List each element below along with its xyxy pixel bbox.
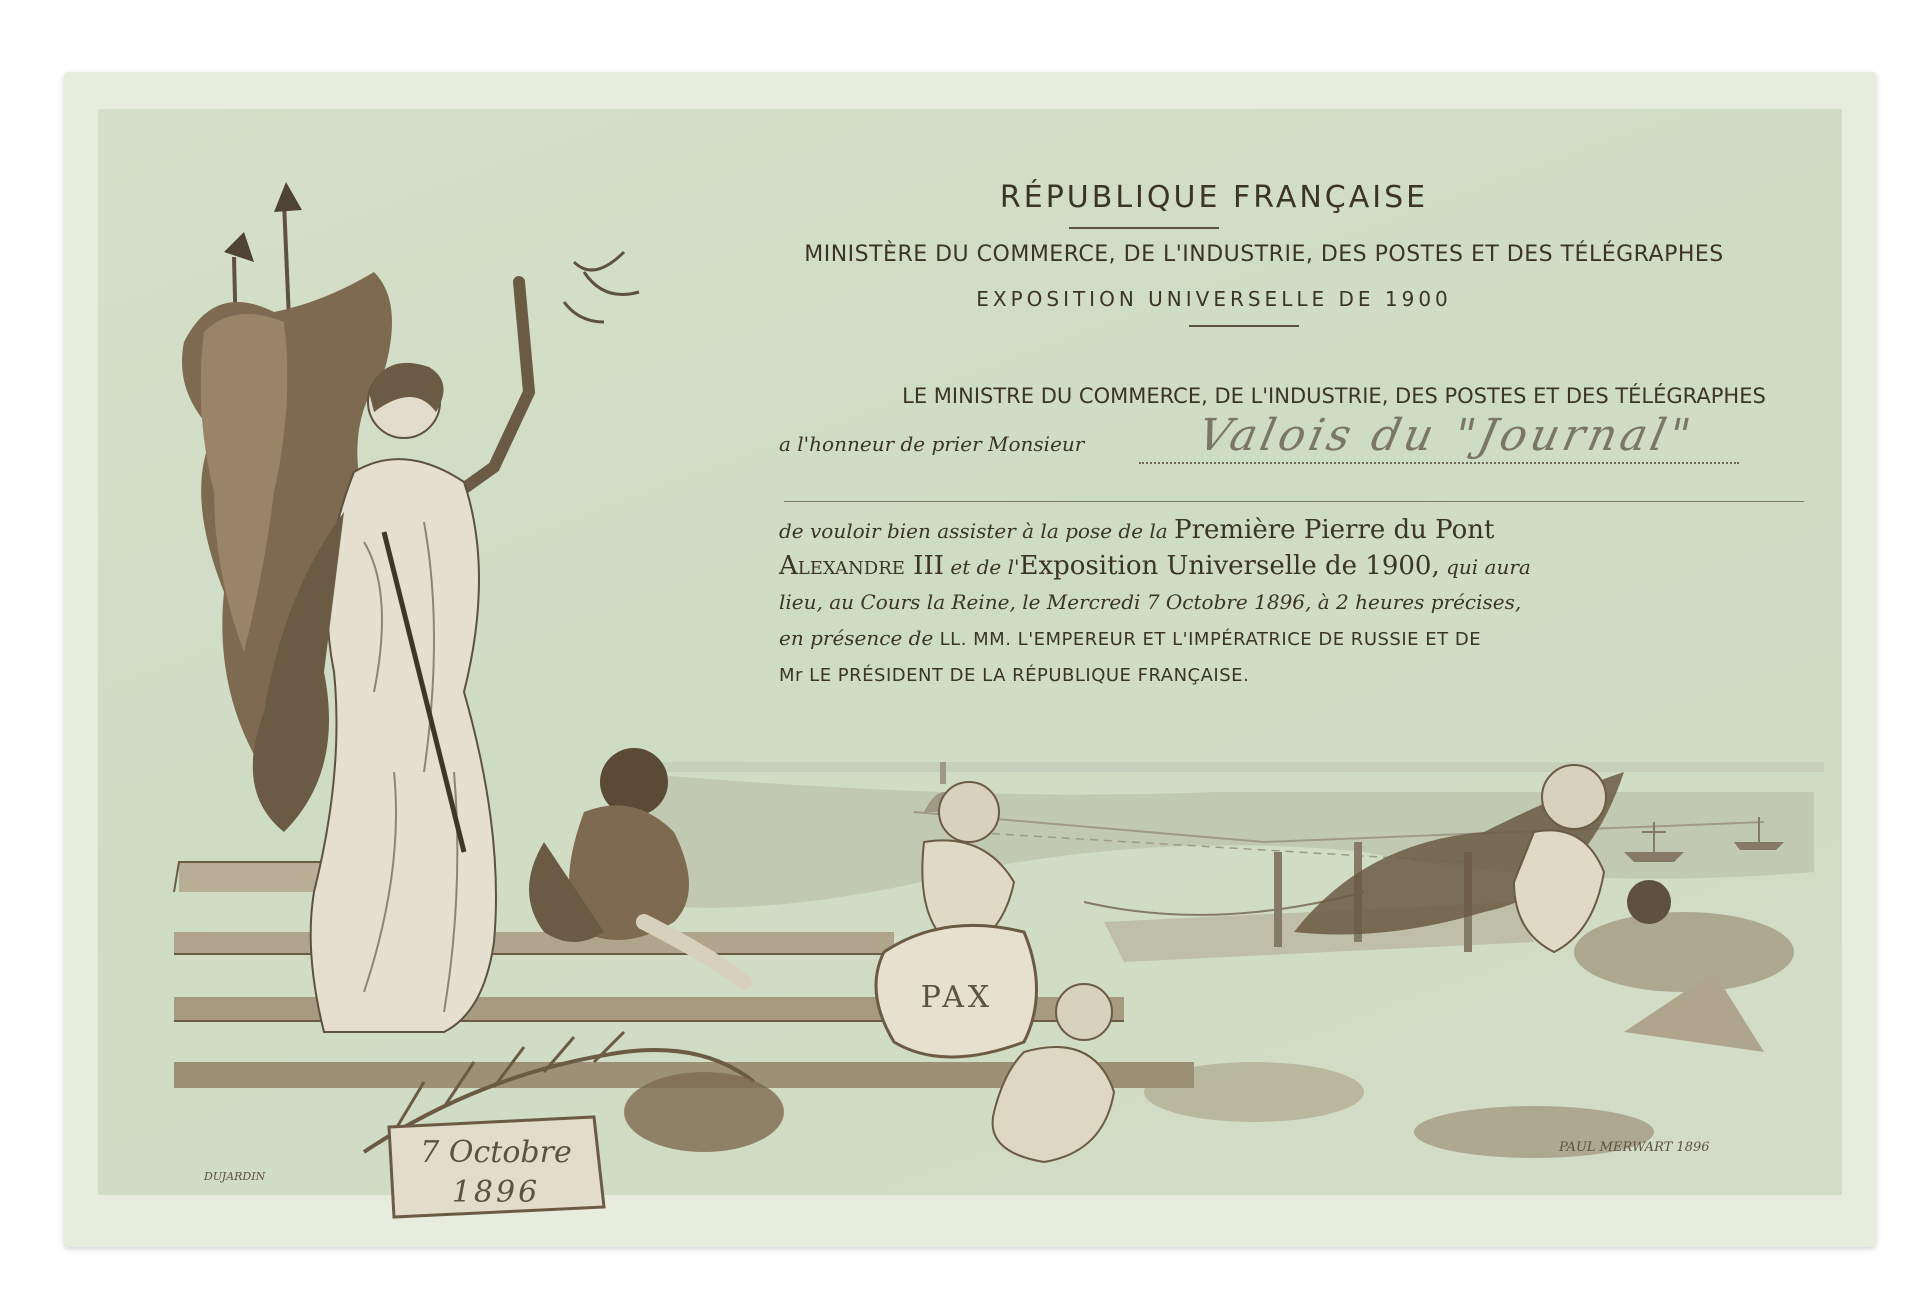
body-line-1 [779,512,1819,548]
separator-line [784,501,1804,502]
header-rule-1 [1069,227,1219,229]
body-line-3: lieu, au Cours la Reine, le Mercredi 7 Octobre 1896, à 2 heures précises, [779,590,1522,614]
body-line-5 [779,656,1819,692]
name-fill-line [1139,462,1739,465]
ministry-title: MINISTÈRE DU COMMERCE, DE L'INDUSTRIE, DES POSTES ET DES TÉLÉGRAPHES [804,242,1724,267]
invitation-prefix: a l'honneur de prier Monsieur [779,432,1085,456]
body-text: de vouloir bien assister à la pose de la [779,519,1175,543]
exposition-text: Exposition Universelle de 1900, [1019,551,1440,581]
header-rule-2 [1189,325,1299,327]
bridge-name: Alexandre III [779,551,944,581]
city-panorama [624,762,1824,1158]
invitation-body [779,512,1819,692]
stone-date-line1: 7 Octobre [420,1135,572,1170]
stone-date-line2: 1896 [451,1175,541,1210]
engraver-signature: DUJARDIN [204,1170,266,1183]
minister-line: LE MINISTRE DU COMMERCE, DE L'INDUSTRIE, DES POSTES ET DES TÉLÉGRAPHES [902,384,1766,408]
date-stone [389,1117,604,1217]
body-line-2 [779,548,1819,584]
first-stone-text: Première Pierre du Pont [1174,515,1495,545]
artist-signature: PAUL MERWART 1896 [1559,1140,1710,1155]
body-line-4 [779,620,1819,656]
invitation-card [64,72,1876,1247]
body-text: et de l' [944,555,1020,579]
president-text: LE PRÉSIDENT DE LA RÉPUBLIQUE FRANÇAISE. [802,665,1250,686]
body-text: qui aura [1439,555,1531,579]
republic-title: RÉPUBLIQUE FRANÇAISE [999,180,1429,215]
body-text: en présence de [779,626,940,650]
exposition-title: EXPOSITION UNIVERSELLE DE 1900 [976,287,1452,311]
royal-presence-text: LL. MM. L'EMPEREUR ET L'IMPÉRATRICE DE RUSSIE ET DE [939,629,1482,650]
title-abbrev: Mr [779,665,803,686]
shield-text: PAX [920,980,994,1015]
handwritten-name: Valois du "Journal" [1193,410,1699,461]
